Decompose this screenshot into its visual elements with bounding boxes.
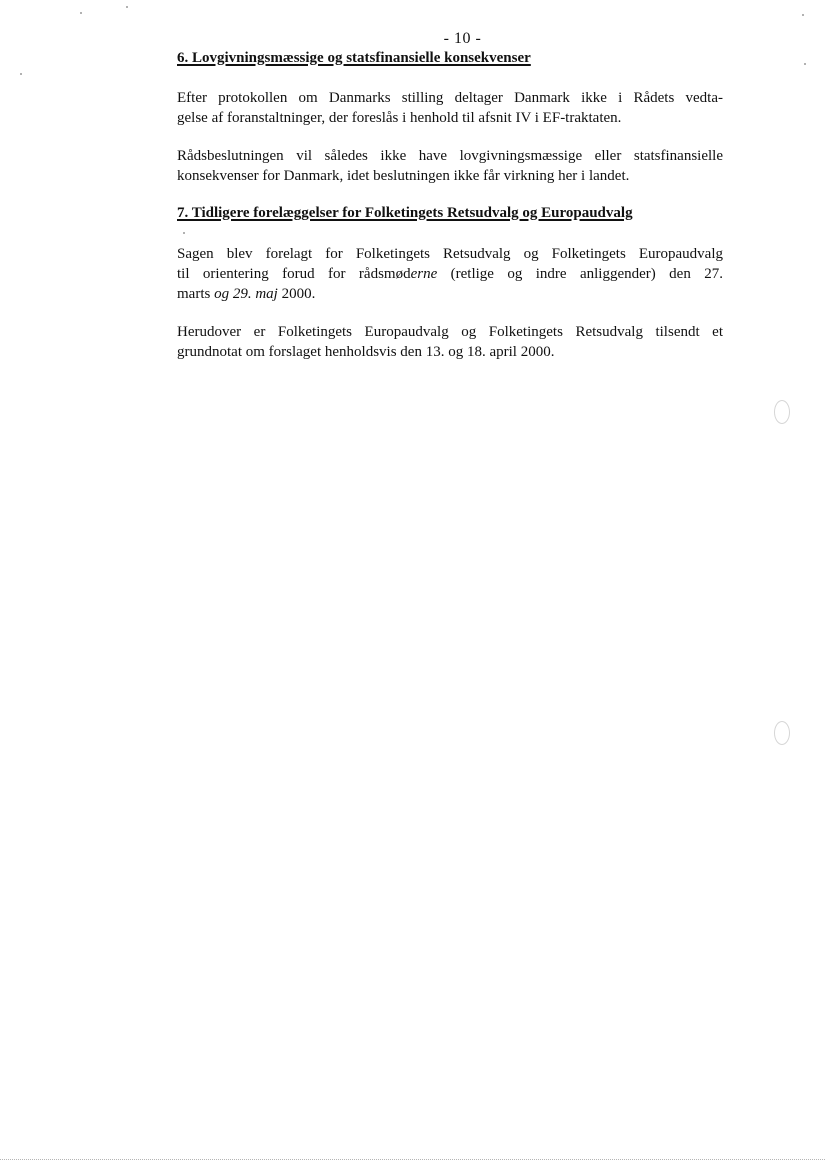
italic-segment: erne: [410, 266, 438, 282]
text-line: konsekvenser for Danmark, idet beslutningen ikke får virkning her i landet.: [177, 168, 630, 184]
page-bottom-edge: [0, 1159, 825, 1161]
scan-speck: [126, 6, 128, 8]
scan-speck: [20, 73, 22, 75]
text-line: gelse af foranstaltninger, der foreslås i henhold til afsnit IV i EF-traktaten.: [177, 110, 622, 126]
text-line: [177, 284, 723, 304]
section-7-paragraph-1: [177, 244, 723, 304]
text-line: Rådsbeslutningen vil således ikke have lovgivningsmæssige eller statsfinansielle: [177, 148, 723, 164]
section-6-heading: 6. Lovgivningsmæssige og statsfinansielle konsekvenser: [177, 50, 531, 66]
section-7-heading: 7. Tidligere forelæggelser for Folketingets Retsudvalg og Europaudvalg: [177, 205, 633, 221]
section-6-paragraph-1: [177, 88, 723, 128]
page-number: - 10 -: [443, 30, 482, 47]
text-line: [177, 264, 723, 284]
scan-speck: [804, 63, 806, 65]
text-line: Herudover er Folketingets Europaudvalg og Folketingets Retsudvalg tilsendt et: [177, 324, 723, 340]
text-line: Sagen blev forelagt for Folketingets Retsudvalg og Folketingets Europaudvalg: [177, 246, 723, 262]
scan-speck: [183, 232, 185, 234]
section-6-paragraph-2: [177, 146, 723, 186]
scan-speck: [802, 14, 804, 16]
punch-hole-mark: [774, 721, 790, 745]
punch-hole-mark: [774, 400, 790, 424]
text-line: Efter protokollen om Danmarks stilling deltager Danmark ikke i Rådets vedta-: [177, 90, 723, 106]
italic-segment: og 29. maj: [214, 286, 278, 302]
text-line: grundnotat om forslaget henholdsvis den 13. og 18. april 2000.: [177, 344, 555, 360]
section-7-paragraph-2: [177, 322, 723, 362]
text-segment: til orientering forud for rådsmød: [177, 266, 411, 282]
text-segment: marts: [177, 286, 215, 302]
scan-speck: [80, 12, 82, 14]
text-segment: 2000.: [277, 286, 316, 302]
text-segment: (retlige og indre anliggender) den 27.: [437, 266, 723, 282]
